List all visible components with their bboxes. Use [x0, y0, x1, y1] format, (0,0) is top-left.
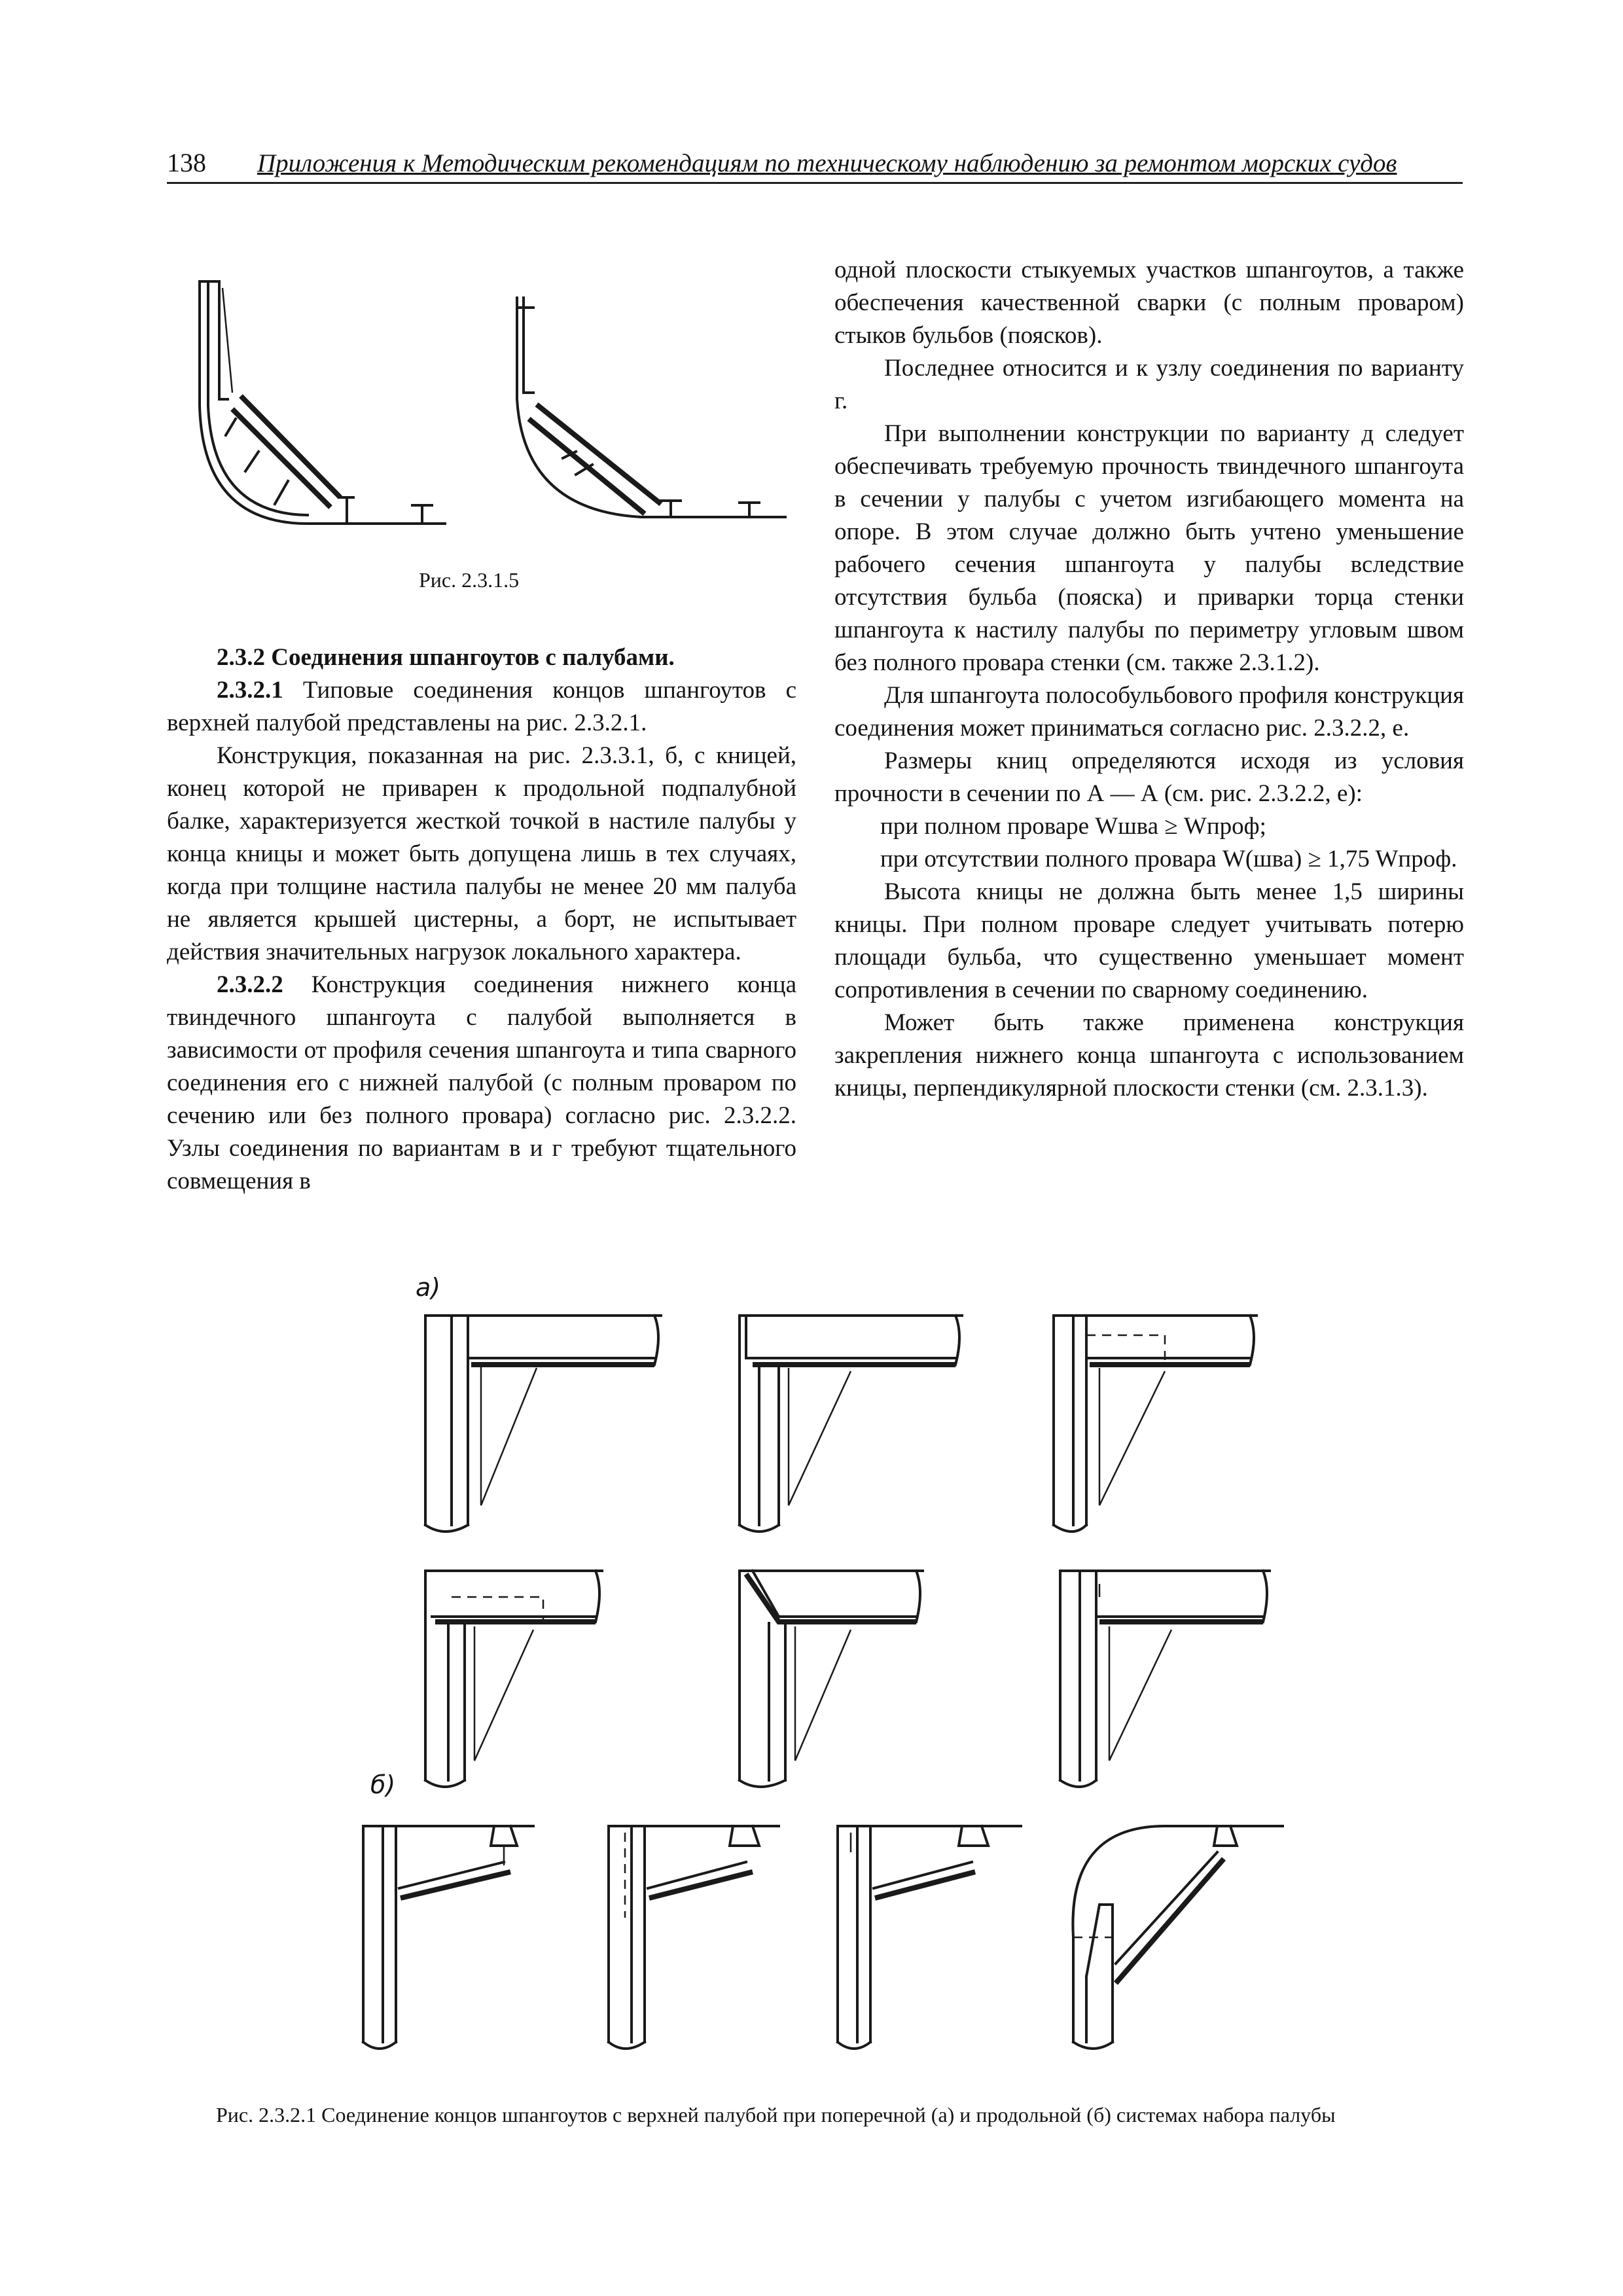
- formula-full-weld: при полном проваре Wшва ≥ Wпроф;: [880, 813, 1266, 840]
- figure-2-caption: Рис. 2.3.2.1 Соединение концов шпангоутов с верхней палубой при поперечной (а) и продольной (б) системах набора палубы: [216, 2103, 1336, 2126]
- paragraph: Высота кницы не должна быть менее 1,5 ширины кницы. При полном проваре следует учитывать потерю площади бульба, что существенно уменьшает момент сопротивления в сечении по сварному соединению.: [834, 878, 1464, 1003]
- paragraph: Может быть также применена конструкция закрепления нижнего конца шпангоута с использованием кницы, перпендикулярной плоскости стенки (см. 2.3.1.3).: [834, 1009, 1464, 1102]
- paragraph-text: Типовые соединения концов шпангоутов с верхней палубой представлены на рис. 2.3.2.1.: [167, 677, 796, 736]
- paragraph: Конструкция, показанная на рис. 2.3.3.1, б, с кницей, конец которой не приварен к продольной подпалубной балке, характеризуется жесткой точкой в настиле палубы у конца кницы и может быть допущена лишь в тех случаях, когда при толщине настила палубы не менее 20 мм палуба не является крышей цистерны, а борт, не испытывает действия значительных нагрузок локального характера.: [167, 742, 796, 965]
- paragraph: Последнее относится и к узлу соединения по варианту г.: [834, 355, 1464, 414]
- joint-a3: [1054, 1316, 1257, 1532]
- paragraph-number: 2.3.2.2: [217, 971, 283, 998]
- joint-a5: [740, 1571, 923, 1787]
- paragraph: одной плоскости стыкуемых участков шпангоутов, а также обеспечения качественной сварки (с полным проваром) стыков бульбов (поясков).: [834, 257, 1464, 349]
- paragraph: Для шпангоута полособульбового профиля конструкция соединения может приниматься согласно рис. 2.3.2.2, е.: [834, 682, 1464, 742]
- joint-b4: [1073, 1826, 1283, 2049]
- joint-b3: [838, 1826, 1021, 2049]
- joint-a2: [740, 1316, 962, 1532]
- figure-1-caption: Рис. 2.3.1.5: [419, 568, 520, 592]
- running-title: Приложения к Методическим рекомендациям по техническому наблюдению за ремонтом морских судов: [257, 149, 1397, 177]
- joint-a6: [1060, 1571, 1270, 1787]
- paragraph-text: Конструкция соединения нижнего конца твиндечного шпангоута с палубой выполняется в зависимости от профиля сечения шпангоута и типа сварного соединения его с нижней палубой (с полным проваром по сечению или без полного провара) согласно рис. 2.3.2.2. Узлы соединения по вариантам в и г требуют тщательного совмещения в: [167, 971, 796, 1194]
- joint-a4: [425, 1571, 602, 1787]
- joint-a1: [425, 1316, 661, 1532]
- paragraph-number: 2.3.2.1: [217, 677, 283, 704]
- paragraph: При выполнении конструкции по варианту д следует обеспечивать требуемую прочность твиндечного шпангоута в сечении у палубы с учетом изгибающего момента на опоре. В этом случае должно быть учтено уменьшение рабочего сечения шпангоута у палубы вследствие отсутствия бульба (пояска) и приварки торца стенки шпангоута к настилу палубы по периметру угловым швом без полного провара стенки (см. также 2.3.1.2).: [834, 420, 1464, 676]
- formula-partial-weld: при отсутствии полного провара W(шва) ≥ 1,75 Wпроф.: [880, 846, 1457, 872]
- joint-b1: [363, 1826, 533, 2049]
- page-number: 138: [167, 148, 206, 177]
- paragraph: Размеры книц определяются исходя из условия прочности в сечении по А — А (см. рис. 2.3.2.2, е):: [834, 747, 1464, 807]
- joint-b2: [609, 1826, 779, 2049]
- section-heading: 2.3.2 Соединения шпангоутов с палубами.: [217, 644, 675, 671]
- figure-label-a: а): [416, 1273, 441, 1302]
- figure-label-b: б): [370, 1770, 396, 1799]
